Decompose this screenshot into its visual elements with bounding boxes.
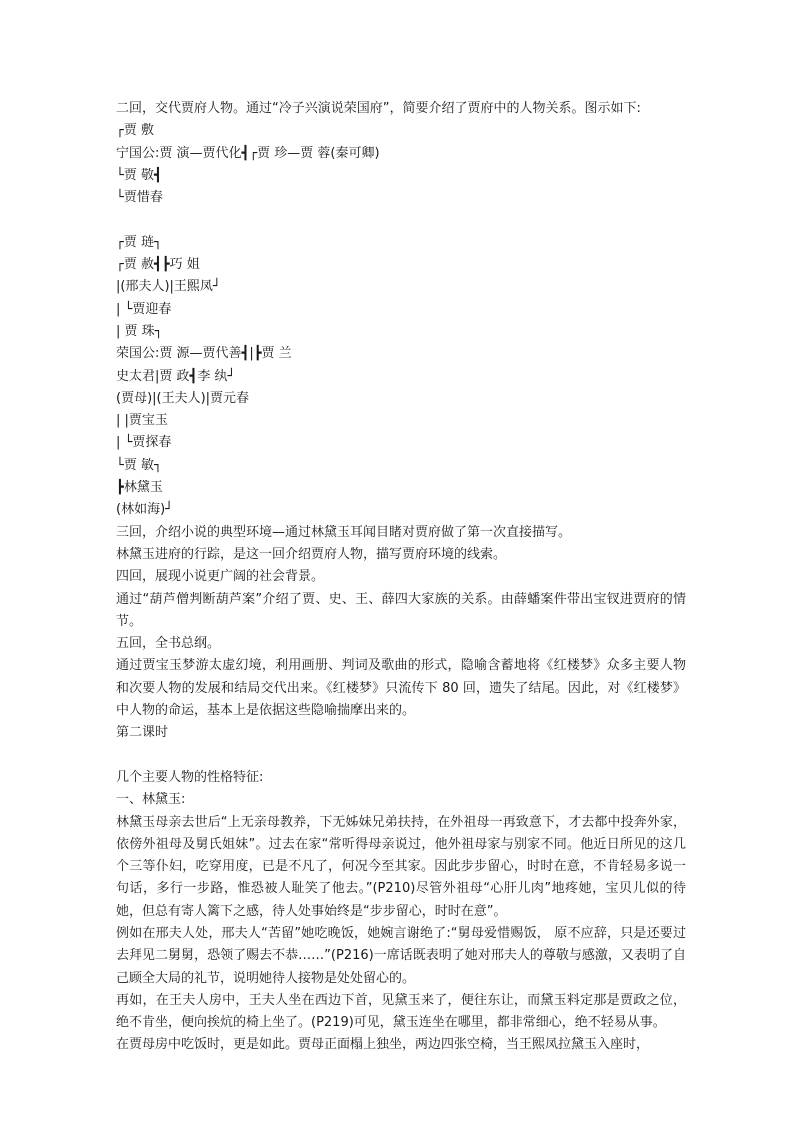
diagram-line: ┌贾 琏┐	[116, 234, 162, 250]
diagram-line: ┌贾 敷	[116, 123, 154, 139]
diagram-line: 荣国公:贾 源—贾代善┫|┣贾 兰	[116, 346, 292, 362]
diagram-line: ┌贾 赦┫┣巧 姐	[116, 257, 200, 273]
diagram-line: | └贾探春	[116, 435, 172, 451]
diagram-line: | └贾迎春	[116, 301, 172, 317]
text-line: 五回，全书总纲。	[116, 636, 221, 652]
blank-line	[116, 745, 686, 767]
text-line: 二回，交代贾府人物。通过“冷子兴演说荣国府”，简要介绍了贾府中的人物关系。图示如下:	[116, 101, 641, 116]
text-line: 林黛玉进府的行踪，是这一回介绍贾府人物，描写贾府环境的线索。	[116, 546, 507, 562]
document-page	[116, 98, 686, 1057]
section-heading: 几个主要人物的性格特征:	[116, 769, 264, 785]
blank-line	[116, 209, 686, 231]
diagram-line: └贾 敬┫	[116, 167, 162, 183]
paragraph: 在贾母房中吃饭时，更是如此。贾母正面榻上独坐，两边四张空椅，当王熙凤拉黛玉入座时，	[116, 1037, 650, 1053]
diagram-line: | |贾宝玉	[116, 413, 168, 429]
diagram-line: └贾惜春	[116, 190, 163, 206]
diagram-line: 宁国公:贾 演—贾代化┫┌贾 珍—贾 蓉(秦可卿)	[116, 145, 380, 161]
section-heading: 第二课时	[116, 725, 169, 741]
diagram-line: (贾母)|(王夫人)|贾元春	[116, 390, 250, 406]
paragraph: 通过贾宝玉梦游太虚幻境，利用画册、判词及歌曲的形式，隐喻含蓄地将《红楼梦》众多主要人物和次要人物的发展和结局交代出来。《红楼梦》只流传下 80 回，遗失了结尾。因此，对《红楼梦》中人物的命运，基本上是依据这些隐喻揣摩出来的。	[116, 658, 686, 719]
subsection-heading: 一、林黛玉:	[116, 792, 186, 808]
paragraph: 再如，在王夫人房中，王夫人坐在西边下首，见黛玉来了，便往东让，而黛玉料定那是贾政之位，绝不肯坐，便向挨炕的椅上坐了。(P219)可见，黛玉连坐在哪里，都非常细心，绝不轻易从事。	[116, 992, 686, 1031]
paragraph: 通过“葫芦僧判断葫芦案”介绍了贾、史、王、薛四大家族的关系。由薛蟠案件带出宝钗进贾府的情节。	[116, 591, 686, 629]
diagram-line: └贾 敏┐	[116, 457, 162, 473]
diagram-line: | 贾 珠┐	[116, 323, 163, 339]
paragraph: 林黛玉母亲去世后“上无亲母教养，下无姊妹兄弟扶持，在外祖母一再致意下，才去都中投奔外家，依傍外祖母及舅氏姐妹”。过去在家“常听得母亲说过，他外祖母家与别家不同。他近日所见的这几个三等仆妇，吃穿用度，已是不凡了，何况今至其家。因此步步留心，时时在意，不肯轻易多说一句话，多行一步路，惟恐被人耻笑了他去。”(P210)尽管外祖母“心肝儿肉”地疼她，宝贝儿似的待她，但总有寄人篱下之感，待人处事始终是“步步留心，时时在意”。	[116, 814, 686, 919]
diagram-line: (林如海)┘	[116, 502, 173, 518]
text-line: 三回，介绍小说的典型环境—通过林黛玉耳闻目睹对贾府做了第一次直接描写。	[116, 524, 572, 540]
text-line: 四回，展现小说更广阔的社会背景。	[116, 569, 325, 585]
diagram-line: 史太君|贾 政┫李 纨┘	[116, 368, 236, 384]
paragraph: 例如在邢夫人处，邢夫人“苦留”她吃晚饭，她婉言谢绝了:“舅母爱惜赐饭， 原不应辞，只是还要过去拜见二舅舅，恐领了赐去不恭……”(P216)一席话既表明了她对邢夫人的尊敬与感激，又表明了自己顾全大局的礼节，说明她待人接物是处处留心的。	[116, 925, 686, 986]
diagram-line: ┣林黛玉	[116, 480, 163, 496]
diagram-line: |(邢夫人)|王熙凤┘	[116, 279, 221, 295]
